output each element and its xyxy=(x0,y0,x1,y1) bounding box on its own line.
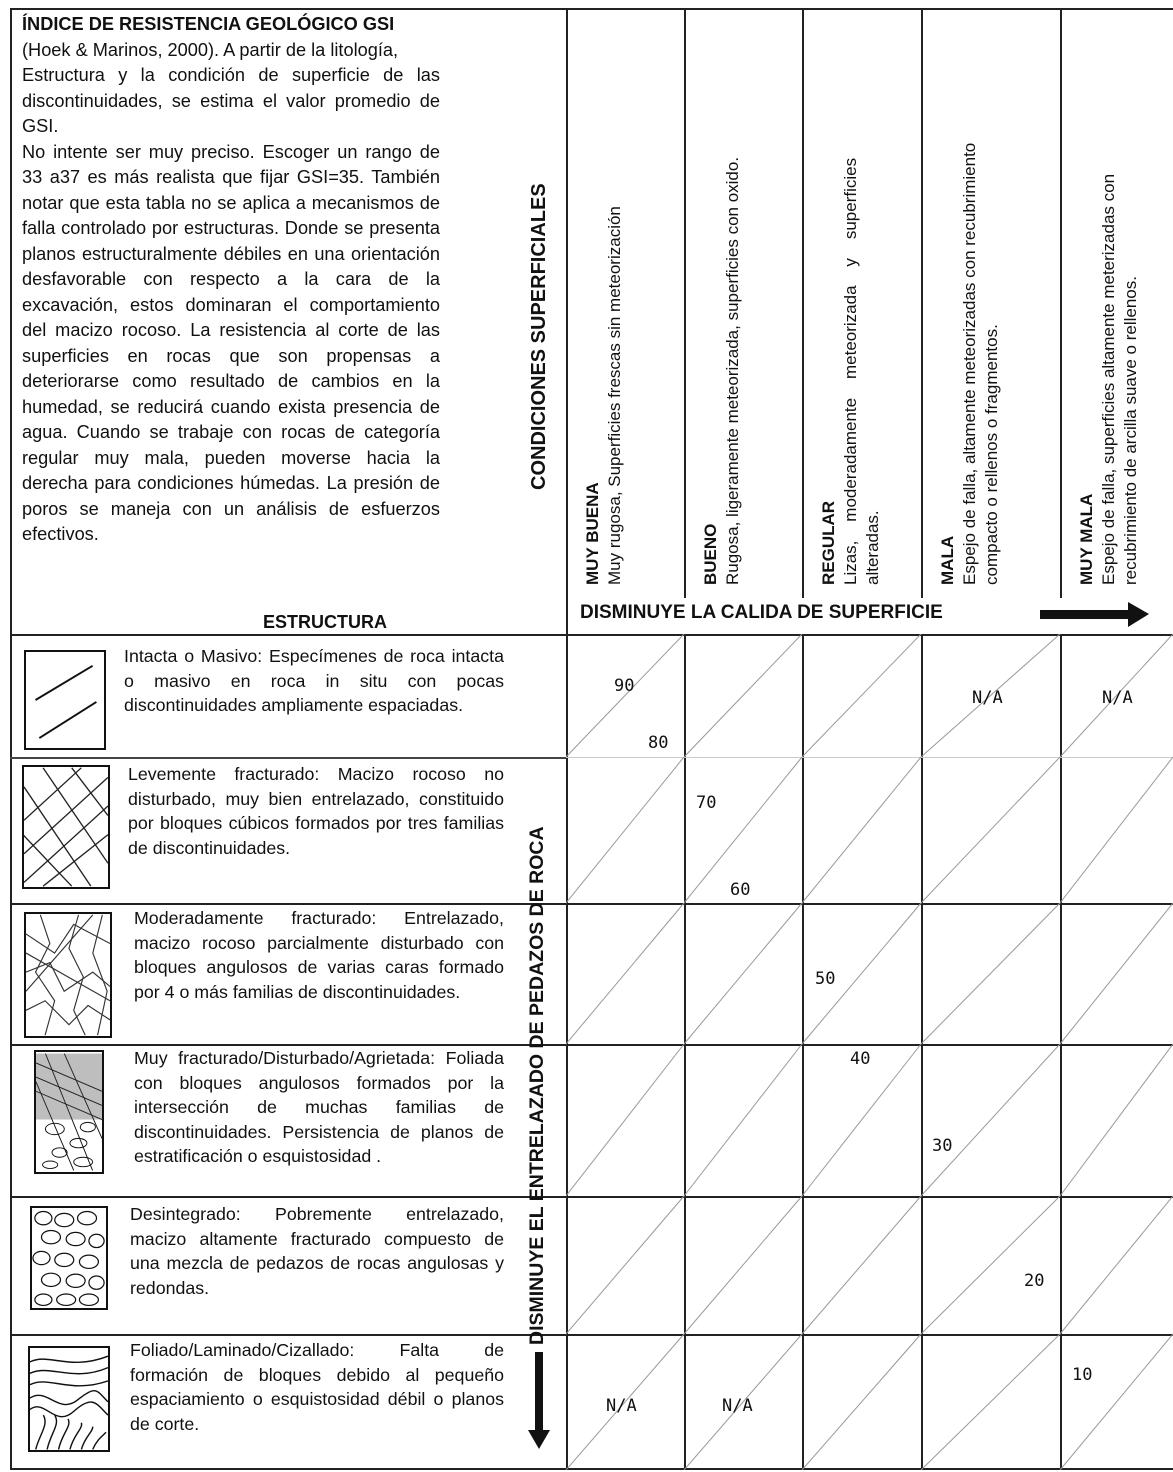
row-desc-very-blocky: Moderadamente fracturado: Entrelazado, macizo rocoso parcialmente disturbado con bloques angulosos de varias caras formado por 4 o más familias de discontinuidades. xyxy=(134,908,504,1002)
column-desc: compacto o rellenos o fragmentos. xyxy=(982,324,1001,585)
row-desc-disturbed: Muy fracturado/Disturbado/Agrietada: Foliada con bloques angulosos formados por la intersección de muchas familias de discontinuidades. Persistencia de planos de estratificación o esquistosidad . xyxy=(134,1048,504,1166)
disturbed-rock-icon xyxy=(34,1050,104,1174)
na-label: N/A xyxy=(606,1396,637,1416)
column-header-mala xyxy=(937,15,1003,585)
row-divider-4 xyxy=(10,1196,566,1198)
row-divider-2 xyxy=(10,903,566,905)
column-divider-2 xyxy=(684,8,686,598)
gsi-value: 10 xyxy=(1072,1365,1093,1385)
column-divider-5 xyxy=(1060,8,1062,598)
column-divider-4 xyxy=(921,8,923,598)
row-divider-1 xyxy=(10,757,566,759)
row-desc-disintegrated: Desintegrado: Pobremente entrelazado, macizo altamente fracturado compuesto de una mezcla de pedazos de rocas angulosas y redondas. xyxy=(130,1204,504,1298)
condiciones-label: CONDICIONES SUPERFICIALES xyxy=(528,183,550,490)
column-header-regular xyxy=(818,15,884,585)
intro-method: Estructura y la condición de superficie de las discontinuidades, se estima el valor promedio de GSI. xyxy=(22,65,440,136)
column-desc: alteradas. xyxy=(863,510,882,585)
calidad-label: DISMINUYE LA CALIDA DE SUPERFICIE xyxy=(580,602,943,623)
gsi-value: 30 xyxy=(932,1136,953,1156)
column-desc: Muy rugosa, Superficies frescas sin meteorización xyxy=(605,206,624,585)
intact-rock-icon xyxy=(24,650,106,750)
column-header-muy-buena xyxy=(582,85,626,585)
column-desc: Espejo de falla, altamente meteorizadas con recubrimiento xyxy=(960,142,979,585)
column-desc: Espejo de falla, superficies altamente meterizadas con xyxy=(1099,173,1118,585)
row-desc-foliated: Foliado/Laminado/Cizallado: Falta de formación de bloques debido al pequeño espaciamiento o esquistosidad débil o planos de corte. xyxy=(130,1340,504,1434)
column-name: BUENO xyxy=(701,523,720,585)
estructura-heading: ESTRUCTURA xyxy=(263,612,387,632)
gsi-value: 50 xyxy=(815,969,836,989)
column-desc: Lizas, moderadamente meteorizada y superficies xyxy=(841,157,860,585)
arrow-down-icon xyxy=(528,1352,550,1450)
arrow-right-icon xyxy=(1040,600,1150,628)
column-divider-3 xyxy=(802,8,804,598)
intro-notes: No intente ser muy preciso. Escoger un rango de 33 a37 es más realista que fijar GSI=35. También notar que esta tabla no se aplica a mecanismos de falla controlado por estructuras. Donde se presenta planos estructuralmente débiles en una orientación desfavorable con respecto a la cara de la excavación, estos dominaran el comportamiento del macizo rocoso. La resistencia al corte de las superficies en rocas que son propensas a deteriorarse como resultado de cambios en la humedad, se reducirá cuando exista presencia de agua. Cuando se trabaje con rocas de categoría regular muy mala, pueden moverse hacia la derecha para condiciones húmedas. La presión de poros se maneja con un análisis de esfuerzos efectivos. xyxy=(22,141,440,544)
table-left-border xyxy=(10,8,12,1470)
intro-title: ÍNDICE DE RESISTENCIA GEOLÓGICO GSI xyxy=(22,14,395,34)
intro-text-block xyxy=(22,12,440,548)
column-name: MUY BUENA xyxy=(583,482,602,585)
gsi-value: 70 xyxy=(696,793,717,813)
column-header-muy-mala xyxy=(1076,15,1142,585)
entrelazado-label: DISMINUYE EL ENTRELAZADO DE PEDAZOS DE ROCA xyxy=(526,826,548,1345)
column-desc: Rugosa, ligeramente meteorizada, superficies con oxido. xyxy=(723,156,742,585)
na-label: N/A xyxy=(972,688,1003,708)
very-blocky-rock-icon xyxy=(24,912,112,1038)
column-name: MALA xyxy=(938,535,957,585)
table-top-border xyxy=(10,8,1173,10)
column-desc: recubrimiento de arcilla suave o rellenos. xyxy=(1121,276,1140,585)
gsi-value: 40 xyxy=(850,1049,871,1069)
na-label: N/A xyxy=(1102,688,1133,708)
disintegrated-rock-icon xyxy=(30,1206,108,1310)
gsi-value: 90 xyxy=(614,676,635,696)
row-desc-blocky: Levemente fracturado: Macizo rocoso no disturbado, muy bien entrelazado, constituido por bloques cúbicos formados por tres familias de discontinuidades. xyxy=(128,764,504,858)
column-name: MUY MALA xyxy=(1077,493,1096,585)
blocky-rock-icon xyxy=(22,765,110,889)
row-desc-intact: Intacta o Masivo: Especímenes de roca intacta o masivo en roca in situ con pocas discontinuidades ampliamente espaciadas. xyxy=(124,646,504,715)
gsi-value: 20 xyxy=(1024,1271,1045,1291)
column-header-bueno xyxy=(700,25,744,585)
row-divider-5 xyxy=(10,1334,566,1336)
foliated-rock-icon xyxy=(28,1346,110,1452)
column-name: REGULAR xyxy=(819,500,838,585)
intro-reference: (Hoek & Marinos, 2000). A partir de la litología, xyxy=(22,39,399,60)
gsi-value: 60 xyxy=(730,880,751,900)
na-label: N/A xyxy=(722,1396,753,1416)
gsi-value: 80 xyxy=(648,733,669,753)
